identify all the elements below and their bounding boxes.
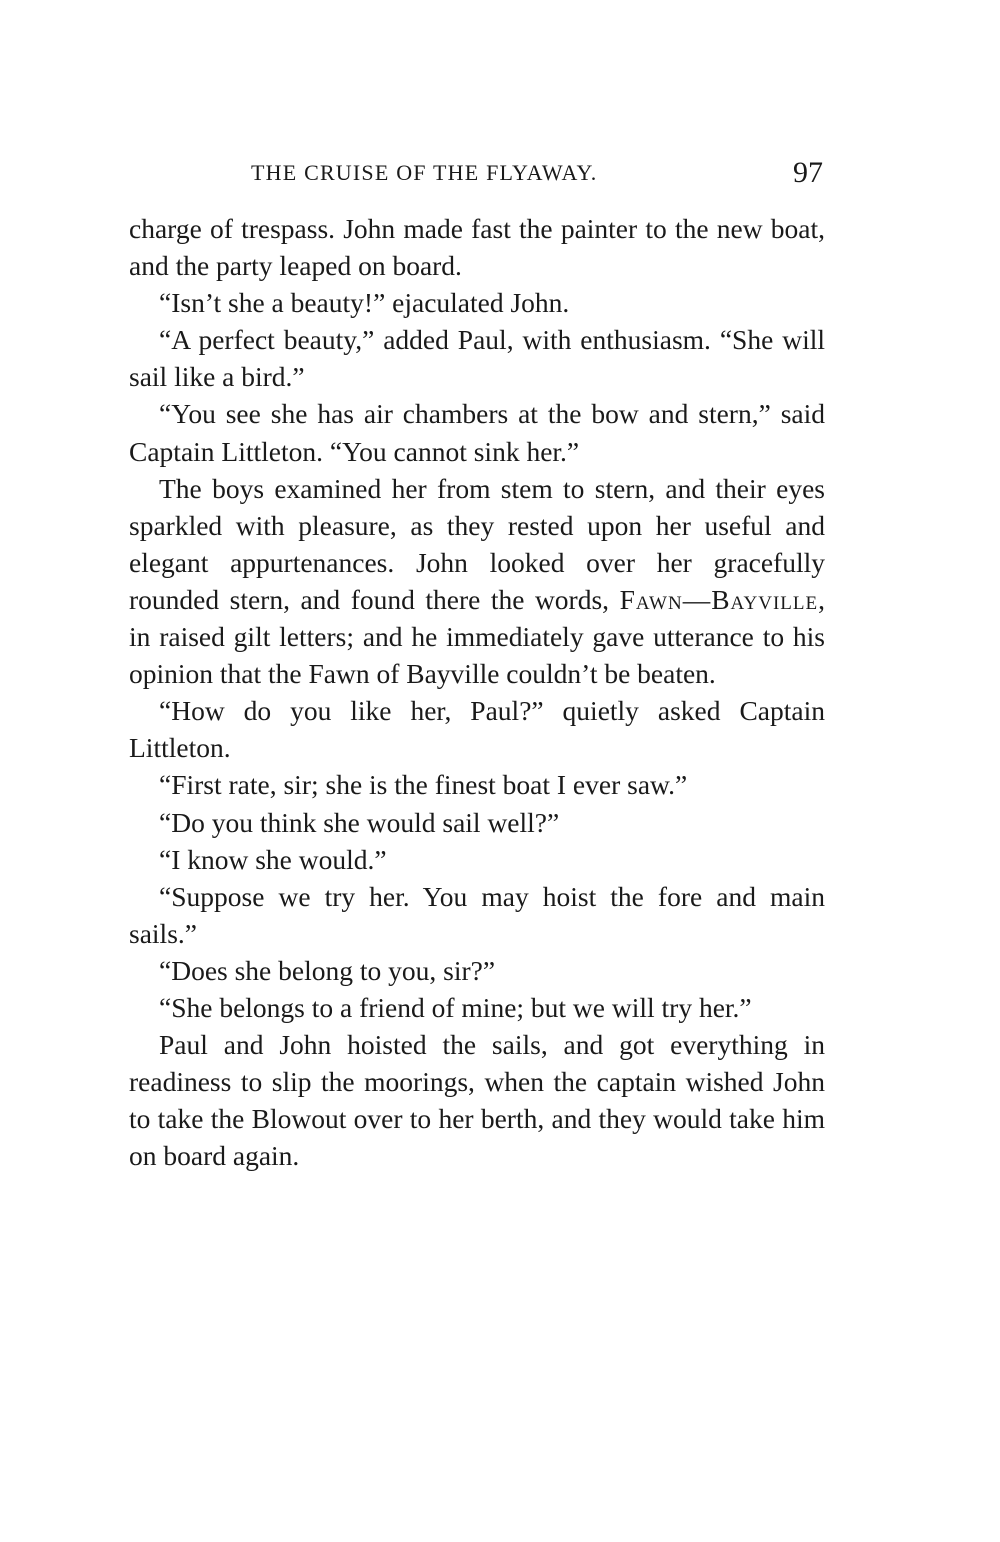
- paragraph-text: The boys examined her from stem to stern, and their eyes sparkled with pleasure, as they rested upon her useful and elegant appurtenances. John looked over her gracefully rounded stern, and found there the words,: [129, 472, 825, 615]
- boat-name-smallcaps: Fawn—Bayville: [619, 583, 819, 615]
- running-title: THE CRUISE OF THE FLYAWAY.: [251, 160, 598, 185]
- paragraph: Paul and John hoisted the sails, and got everything in readiness to slip the moorings, when the captain wished John to take the Blowout over to her berth, and they would take him on board again.: [129, 1029, 825, 1172]
- book-page: [129, 150, 825, 1174]
- paragraph: “First rate, sir; she is the finest boat I ever saw.”: [159, 769, 688, 801]
- paragraph: “Does she belong to you, sir?”: [159, 954, 496, 986]
- paragraph: “Isn’t she a beauty!” ejaculated John.: [159, 287, 570, 319]
- body-text: [129, 210, 825, 1174]
- running-head: [129, 150, 825, 194]
- paragraph: “Do you think she would sail well?”: [159, 806, 560, 838]
- paragraph: [129, 470, 825, 693]
- paragraph: “She belongs to a friend of mine; but we will try her.”: [159, 991, 752, 1023]
- paragraph: charge of trespass. John made fast the painter to the new boat, and the party leaped on board.: [129, 213, 825, 282]
- paragraph: “You see she has air chambers at the bow and stern,” said Captain Littleton. “You cannot sink her.”: [129, 398, 825, 467]
- page-number: 97: [793, 156, 823, 189]
- paragraph: “I know she would.”: [159, 843, 387, 875]
- paragraph-text: , in raised gilt letters; and he immediately gave utterance to his opinion that the Fawn of Bayville couldn’t be beaten.: [129, 583, 825, 690]
- paragraph: “A perfect beauty,” added Paul, with enthusiasm. “She will sail like a bird.”: [129, 324, 825, 393]
- paragraph: “How do you like her, Paul?” quietly asked Captain Littleton.: [129, 695, 825, 764]
- paragraph: “Suppose we try her. You may hoist the fore and main sails.”: [129, 880, 825, 949]
